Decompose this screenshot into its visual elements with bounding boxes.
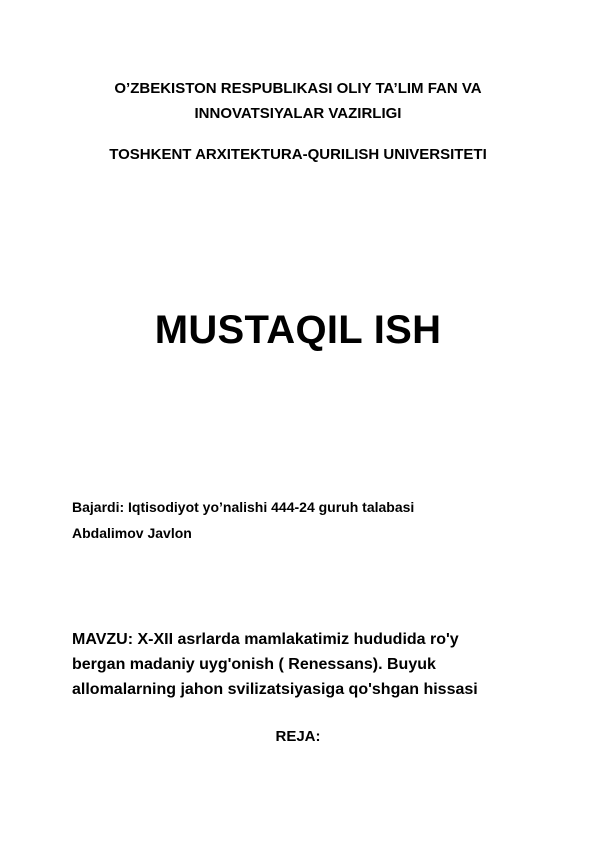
topic-line-2: bergan madaniy uyg'onish ( Renessans). Buyuk — [72, 656, 436, 673]
author-line-1: Bajardi: Iqtisodiyot yo’nalishi 444-24 guruh talabasi — [72, 499, 415, 515]
page-title: MUSTAQIL ISH — [154, 308, 442, 352]
topic-block — [72, 627, 542, 702]
ministry-line-1: O’ZBEKISTON RESPUBLIKASI OLIY TA’LIM FAN VA — [114, 80, 482, 97]
topic-line-1: MAVZU: X-XII asrlarda mamlakatimiz hududida ro'y — [72, 631, 459, 648]
plan-heading: REJA: — [275, 728, 321, 745]
ministry-line-2: INNOVATSIYALAR VAZIRLIGI — [194, 105, 402, 122]
author-info — [72, 494, 542, 546]
topic-line-3: allomalarning jahon svilizatsiyasiga qo'shgan hissasi — [72, 681, 478, 698]
author-line-2: Abdalimov Javlon — [72, 525, 192, 541]
ministry-name — [60, 76, 536, 126]
university-name: TOSHKENT ARXITEKTURA-QURILISH UNIVERSITETI — [109, 146, 487, 163]
